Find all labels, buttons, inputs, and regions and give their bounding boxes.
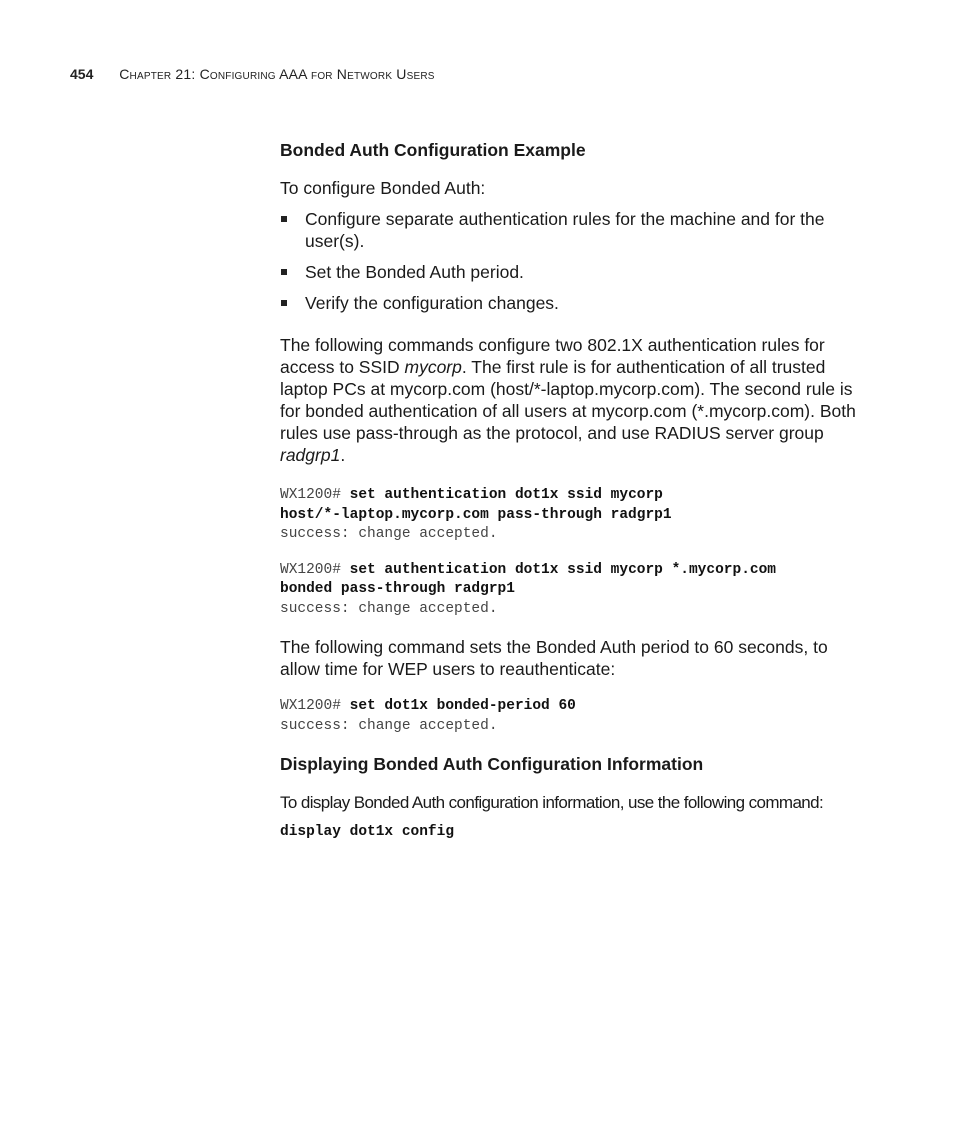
- bullet-icon: [281, 269, 287, 275]
- cli-command: set dot1x bonded-period 60: [349, 698, 576, 714]
- page-number: 454: [70, 66, 94, 82]
- list-item: Configure separate authentication rules for the machine and for the user(s).: [280, 208, 870, 252]
- list-item: Verify the configuration changes.: [280, 292, 870, 314]
- cli-command-continued: host/*-laptop.mycorp.com pass-through radgrp1: [280, 506, 672, 523]
- list-item: Set the Bonded Auth period.: [280, 261, 870, 283]
- cli-command: set authentication dot1x ssid mycorp: [349, 487, 663, 503]
- cli-command-continued: bonded pass-through radgrp1: [280, 581, 515, 597]
- cli-output: success: change accepted.: [280, 717, 498, 734]
- bullet-icon: [281, 300, 287, 306]
- code-block-4: [280, 823, 870, 843]
- intro-text: To configure Bonded Auth:: [280, 178, 486, 198]
- bullet-icon: [281, 216, 287, 222]
- cli-prompt: WX1200#: [280, 698, 350, 714]
- main-content: [280, 138, 870, 843]
- code-block-3: [280, 697, 870, 736]
- section-heading-example: Bonded Auth Configuration Example: [280, 140, 586, 160]
- section-heading-display: Displaying Bonded Auth Configuration Information: [280, 754, 704, 774]
- display-paragraph: To display Bonded Auth configuration information, use the following command:: [280, 793, 824, 812]
- cli-command: display dot1x config: [280, 824, 455, 840]
- cli-command: set authentication dot1x ssid mycorp *.mycorp.com: [349, 561, 776, 578]
- code-block-1: [280, 486, 870, 545]
- cli-prompt: WX1200#: [280, 487, 350, 503]
- chapter-title: Chapter 21: Configuring AAA for Network Users: [119, 66, 435, 82]
- page-header: [70, 66, 435, 82]
- steps-list: [280, 208, 870, 314]
- cli-output: success: change accepted.: [280, 600, 498, 617]
- period-paragraph: The following command sets the Bonded Auth period to 60 seconds, to allow time for WEP users to reauthenticate:: [280, 637, 828, 679]
- cli-prompt: WX1200#: [280, 561, 350, 578]
- description-paragraph: The following commands configure two 802.1X authentication rules for access to SSID mycorp. The first rule is for authentication of all trusted laptop PCs at mycorp.com (host/*-laptop.mycorp.com). The second rule is for bonded authentication of all users at mycorp.com (*.mycorp.com). Both rules use pass-through as the protocol, and use RADIUS server group radgrp1.: [280, 335, 856, 465]
- cli-output: success: change accepted.: [280, 526, 498, 542]
- code-block-2: [280, 561, 870, 620]
